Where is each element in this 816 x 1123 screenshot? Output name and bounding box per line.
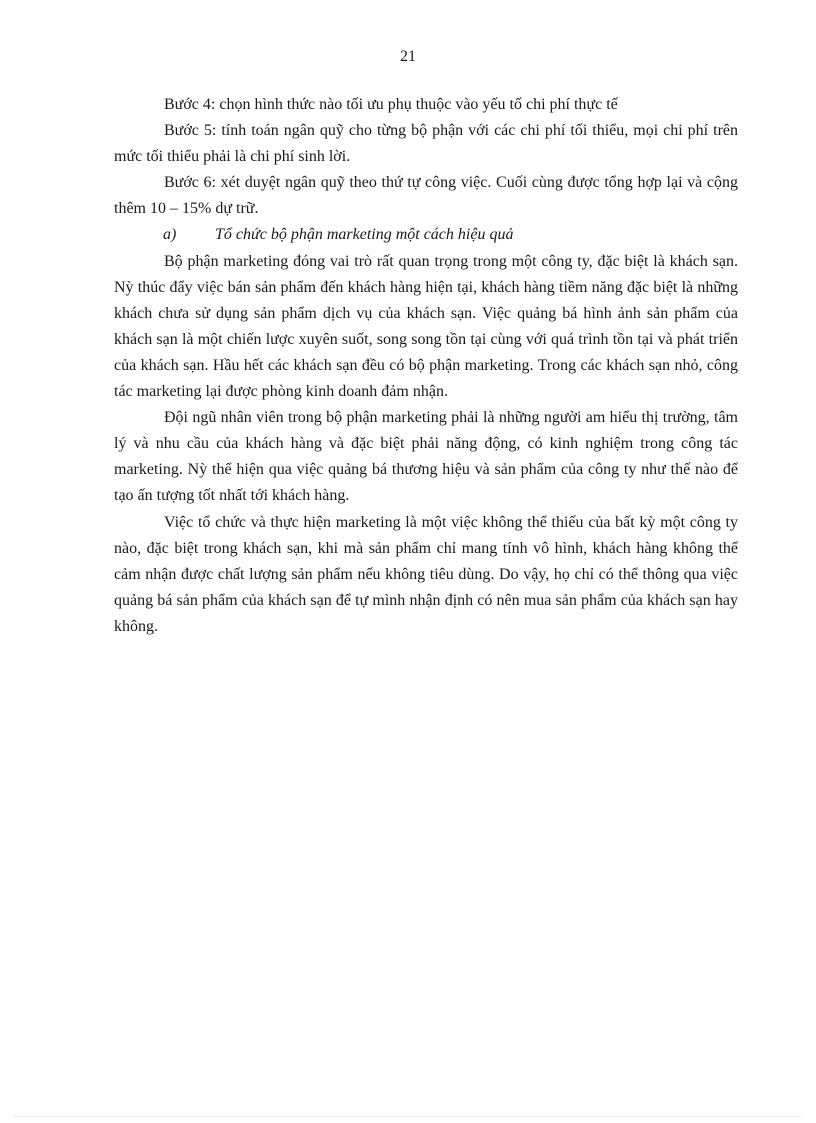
paragraph-step-4: Bước 4: chọn hình thức nào tối ưu phụ thuộc vào yếu tố chi phí thực tế bbox=[164, 96, 618, 113]
paragraph-body-1: Bộ phận marketing đóng vai trò rất quan trọng trong một công ty, đặc biệt là khách sạn. Nỳ thúc đẩy việc bán sản phẩm đến khách hàng hiện tại, khách hàng tiềm năng đặc biệt là những khách chưa sử dụng sản phẩm dịch vụ của khách sạn. Việc quảng bá hình ảnh sản phẩm của khách sạn là một chiến lược xuyên suốt, song song tồn tại cùng với quá trình tồn tại và phát triển của khách sạn. Hầu hết các khách sạn đều có bộ phận marketing. Trong các khách sạn nhỏ, công tác marketing lại được phòng kinh doanh đảm nhận. bbox=[114, 252, 738, 401]
paragraph-step-6: Bước 6: xét duyệt ngân quỹ theo thứ tự công việc. Cuối cùng được tổng hợp lại và cộng thêm 10 – 15% dự trữ. bbox=[114, 174, 738, 218]
paragraph-body-3: Việc tổ chức và thực hiện marketing là một việc không thể thiếu của bất kỳ một công ty nào, đặc biệt trong khách sạn, khi mà sản phẩm chỉ mang tính vô hình, khách hàng không thể cảm nhận được chất lượng sản phẩm nếu không tiêu dùng. Do vậy, họ chỉ có thể thông qua việc quảng bá sản phẩm của khách sạn để tự mình nhận định có nên mua sản phẩm của khách sạn hay không. bbox=[114, 513, 738, 635]
section-heading bbox=[114, 222, 738, 248]
page-bottom-border bbox=[14, 1116, 802, 1117]
paragraph-body-2: Đội ngũ nhân viên trong bộ phận marketing phải là những người am hiểu thị trường, tâm lý và nhu cầu của khách hàng và đặc biệt phải năng động, có kinh nghiệm trong công tác marketing. Nỳ thể hiện qua việc quảng bá thương hiệu và sản phẩm của công ty như thế nào để tạo ấn tượng tốt nhất tới khách hàng. bbox=[114, 409, 738, 505]
paragraph-step-5: Bước 5: tính toán ngân quỹ cho từng bộ phận với các chi phí tối thiểu, mọi chi phí trên mức tối thiểu phải là chi phí sinh lời. bbox=[114, 122, 738, 166]
section-title: Tổ chức bộ phận marketing một cách hiệu quả bbox=[215, 226, 514, 244]
page-number: 21 bbox=[400, 48, 416, 65]
section-marker: a) bbox=[163, 226, 177, 244]
document-body bbox=[114, 92, 738, 640]
